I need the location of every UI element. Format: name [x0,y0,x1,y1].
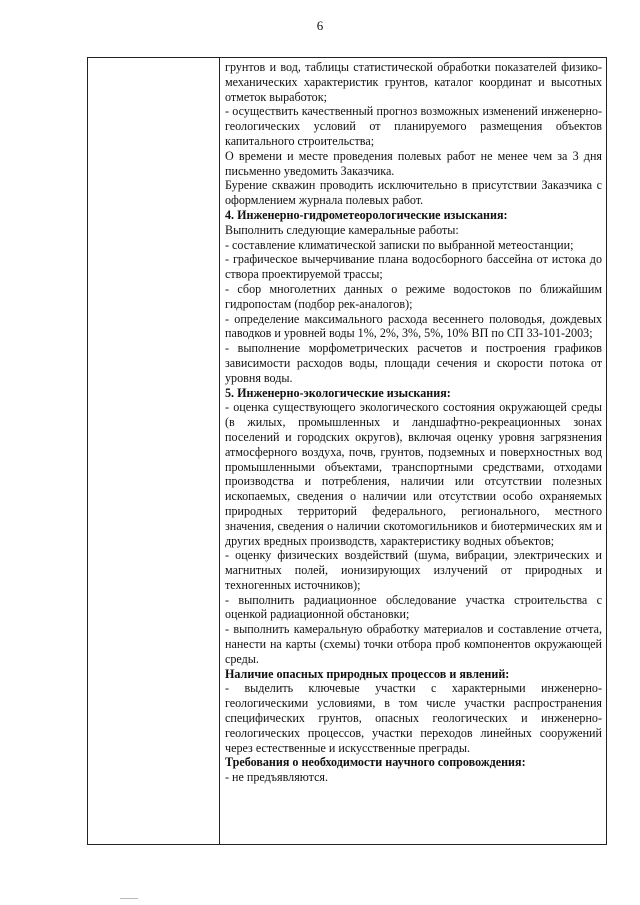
paragraph: - оценка существующего экологического состояния окружающей среды (в жилых, промышленных и ландшафтно-рекреационных зонах поселений и городских округов), включая оценку уровня загрязнения атмосферного воздуха, почв, грунтов, подземных и поверхностных вод промышленными объектами, транспортными средствами, отходами производства и потребления, наличии или отсутствии полезных ископаемых, сведения о наличии или отсутствии особо охраняемых природных территорий федерального, регионального, местного значения, сведения о наличии скотомогильников и биотермических ям и других вредных производств, характеристику водных объектов; [225,400,602,548]
paragraph: - осуществить качественный прогноз возможных изменений инженерно-геологических условий от планируемого размещения объектов капитального строительства; [225,104,602,148]
section-heading: 4. Инженерно-гидрометеорологические изыскания: [225,207,508,222]
table-left-column [88,58,220,844]
table-content-column [220,58,606,844]
paragraph: - графическое вычерчивание плана водосборного бассейна от истока до створа проектируемой трассы; [225,252,602,282]
page-number: 6 [316,18,324,33]
paragraph: - не предъявляются. [225,770,329,785]
paragraph: - составление климатической записки по выбранной метеостанции; [225,237,574,252]
paragraph: Бурение скважин проводить исключительно в присутствии Заказчика с оформлением журнала полевых работ. [225,178,602,208]
section-heading: 5. Инженерно-экологические изыскания: [225,385,451,400]
paragraph: - оценку физических воздействий (шума, вибрации, электрических и магнитных полей, ионизирующих излучений от природных и техногенных источников); [225,548,602,592]
paragraph: Выполнить следующие камеральные работы: [225,222,459,237]
paragraph: О времени и месте проведения полевых работ не менее чем за 3 дня письменно уведомить Заказчика. [225,148,602,178]
scan-mark [120,898,138,899]
section-heading: Наличие опасных природных процессов и явлений: [225,666,510,681]
paragraph: - выполнить камеральную обработку материалов и составление отчета, нанести на карты (схемы) точки отбора проб компонентов окружающей среды. [225,622,602,666]
section-heading: Требования о необходимости научного сопровождения: [225,755,526,770]
paragraph: - определение максимального расхода весеннего половодья, дождевых паводков и уровней воды 1%, 2%, 3%, 5%, 10% ВП по СП 33-101-2003; [225,311,602,341]
paragraph: грунтов и вод, таблицы статистической обработки показателей физико-механических характеристик грунтов, каталог координат и высотных отметок выработок; [225,60,602,104]
document-table [87,57,607,845]
paragraph: - выполнение морфометрических расчетов и построения графиков зависимости расходов воды, площади сечения и скорости потока от уровня воды. [225,341,602,385]
paragraph: - сбор многолетних данных о режиме водостоков по ближайшим гидропостам (подбор рек-аналогов); [225,281,602,311]
paragraph: - выполнить радиационное обследование участка строительства с оценкой радиационной обстановки; [225,592,602,622]
paragraph: - выделить ключевые участки с характерными инженерно-геологическими условиями, в том числе участки распространения специфических грунтов, опасных геологических и инженерно-геологических процессов, участки переходов линейных сооружений через естественные и искусственные преграды. [225,681,602,755]
